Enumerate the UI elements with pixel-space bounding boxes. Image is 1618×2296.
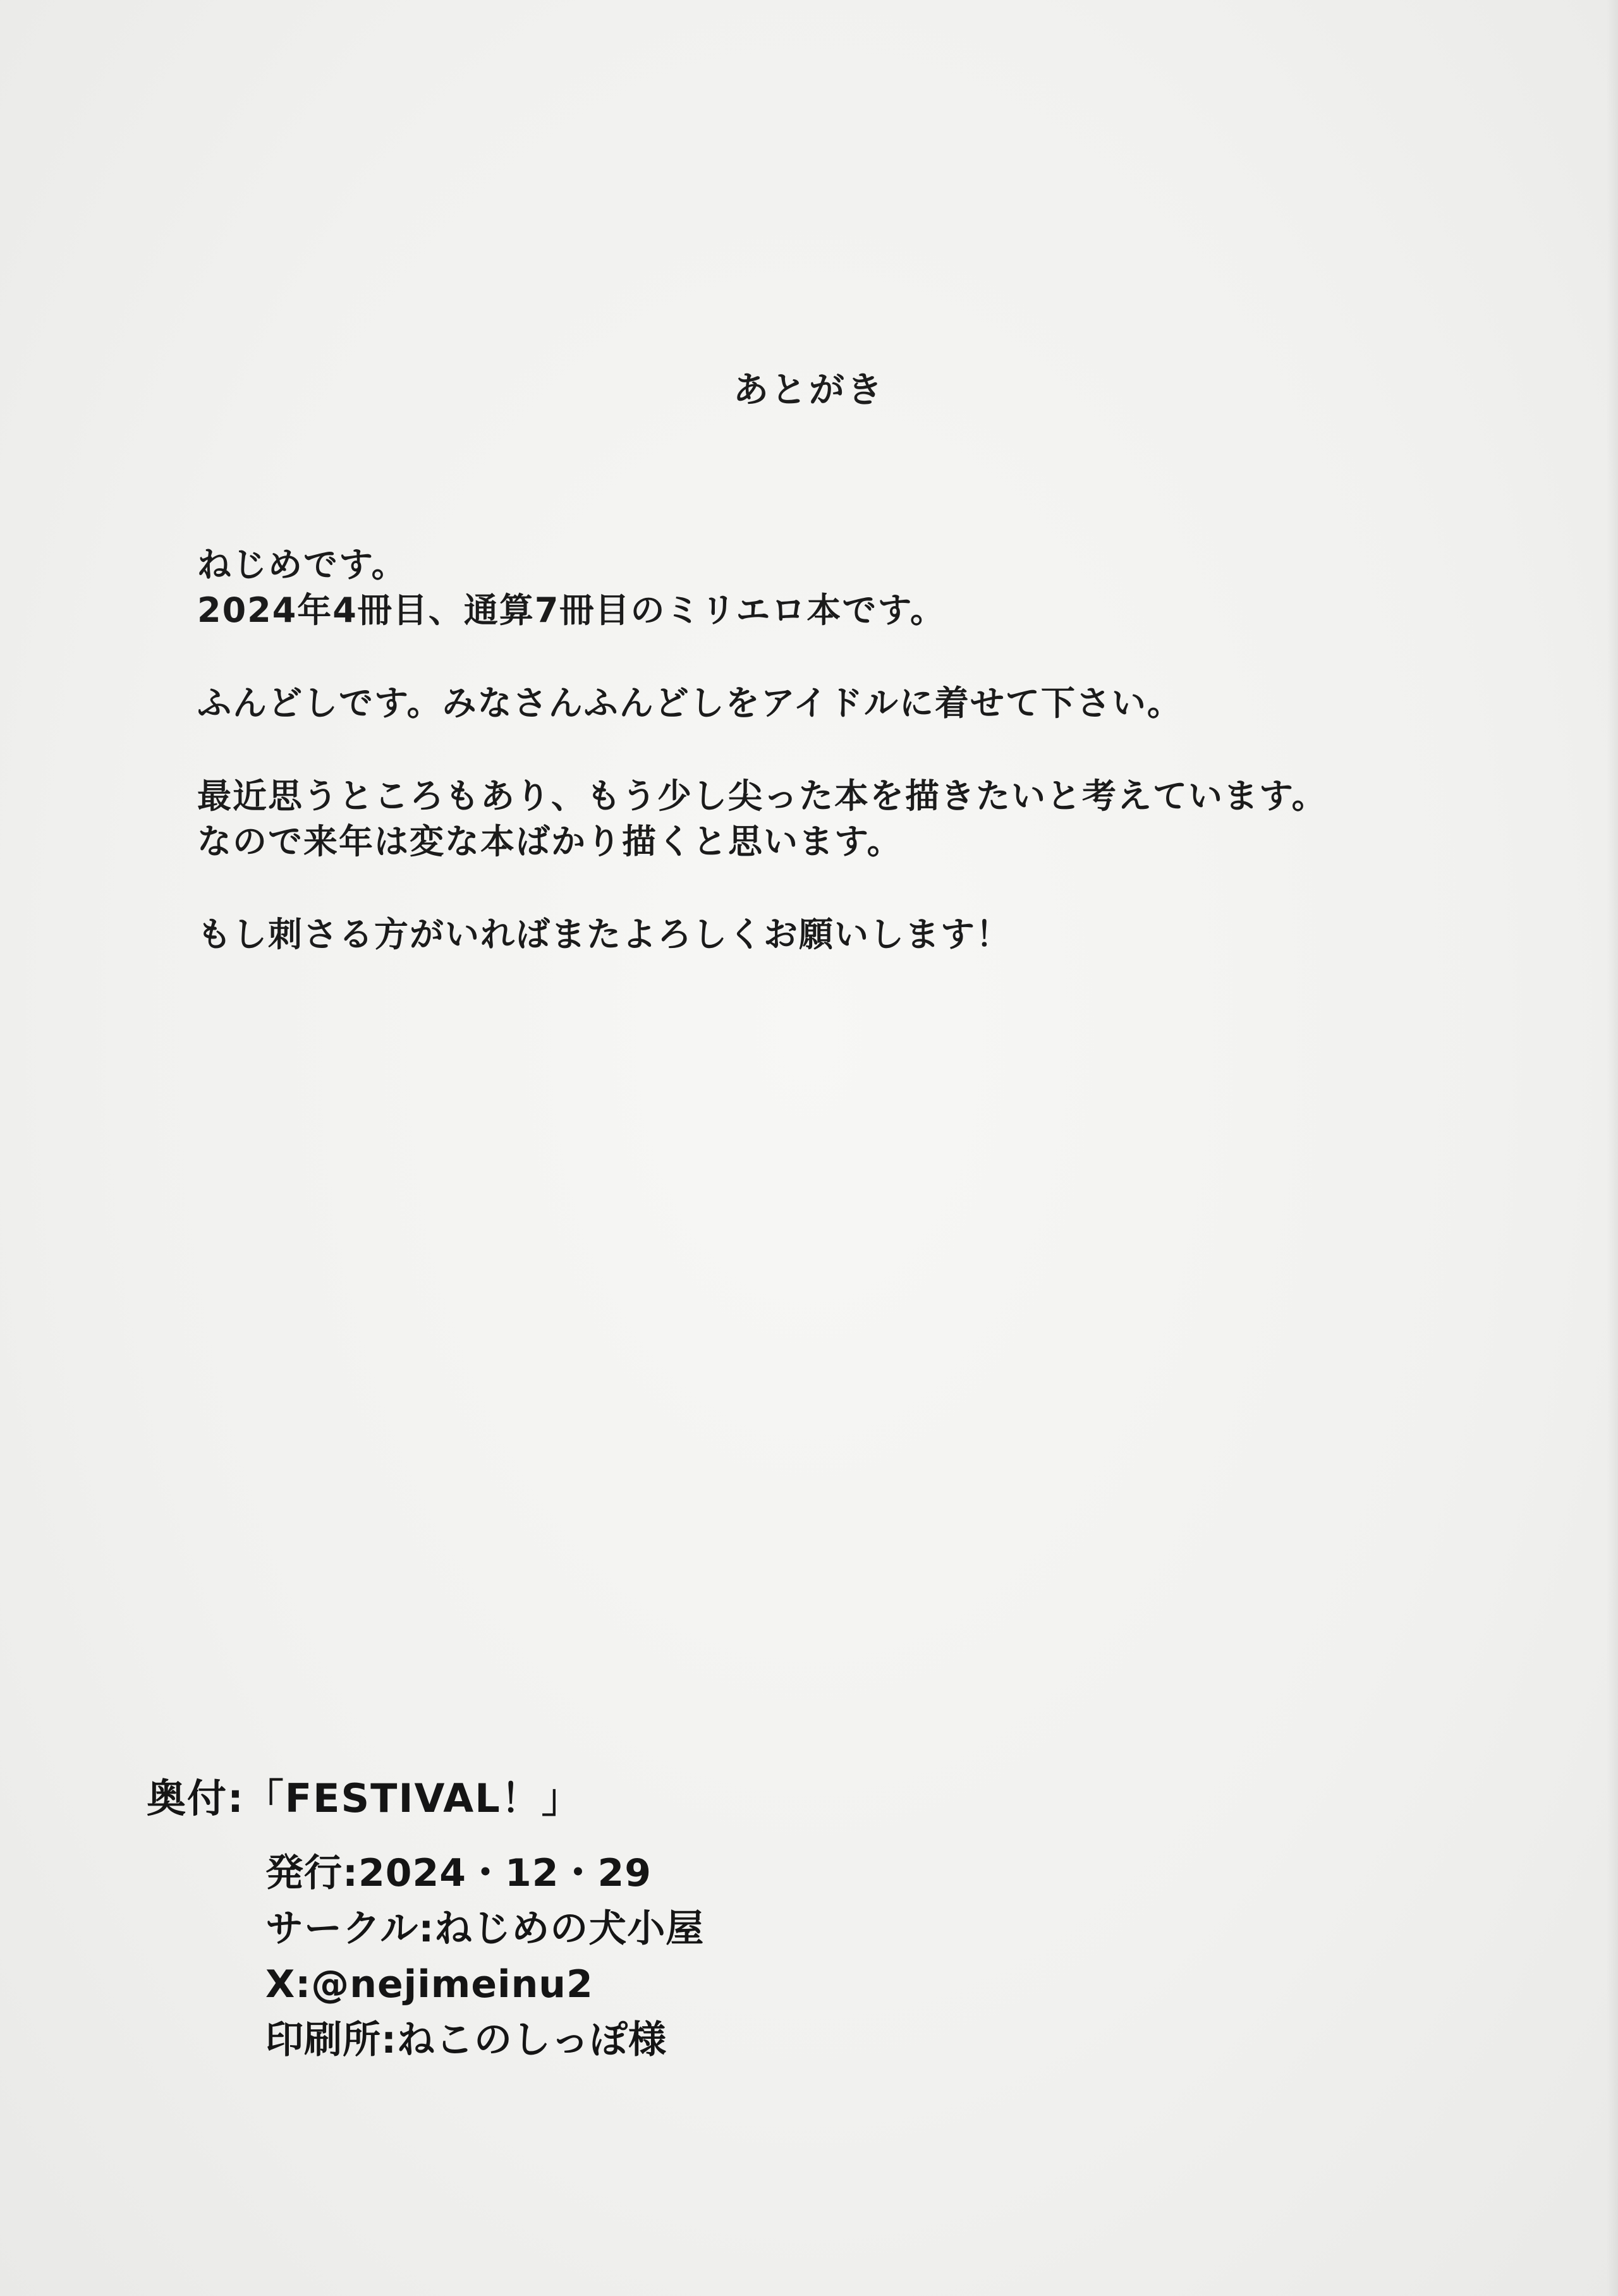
colophon-circle: サークル:ねじめの犬小屋 — [265, 1907, 705, 1951]
afterword-line: ふんどしです。みなさんふんどしをアイドルに着せて下さい。 — [197, 683, 1183, 723]
colophon-x-account: X:@nejimeinu2 — [265, 1962, 593, 2007]
colophon-title: 奥付:「FESTIVAL！」 — [147, 1775, 582, 1821]
afterword-paragraph-3 — [197, 774, 1461, 865]
afterword-paragraph-1 — [197, 542, 1461, 633]
afterword-line: もし刺さる方がいればまたよろしくお願いします！ — [197, 914, 1011, 954]
afterword-line: なので来年は変な本ばかり描くと思います。 — [197, 822, 903, 861]
afterword-paragraph-2 — [197, 681, 1461, 726]
afterword-title: あとがき — [733, 370, 885, 411]
afterword-line: 最近思うところもあり、もう少し尖った本を描きたいと考えています。 — [197, 776, 1327, 816]
colophon-printer: 印刷所:ねこのしっぽ様 — [265, 2018, 667, 2062]
page-edge-shadow — [1607, 0, 1618, 2296]
colophon-details — [265, 1845, 1277, 2068]
afterword-line: 2024年4冊目、通算7冊目のミリエロ本です。 — [197, 590, 946, 630]
afterword-line: ねじめです。 — [197, 545, 407, 585]
afterword-paragraph-4 — [197, 912, 1461, 957]
afterword-body — [197, 542, 1461, 1005]
colophon-publish-date: 発行:2024・12・29 — [265, 1851, 652, 1895]
